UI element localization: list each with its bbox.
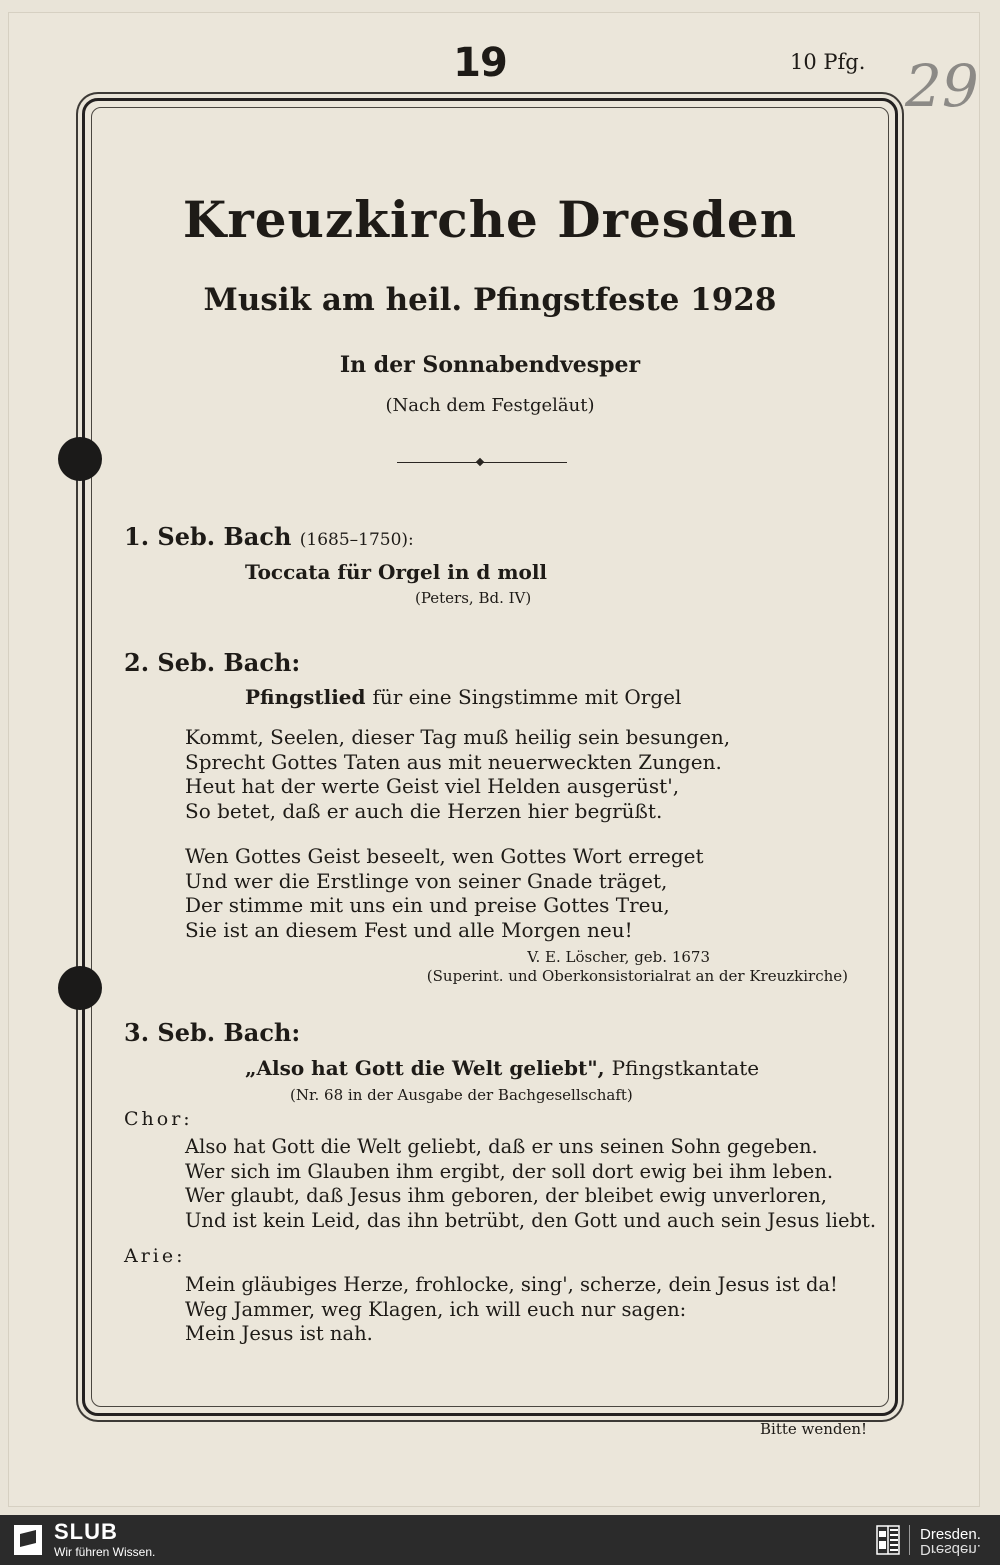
item-1-heading [124, 522, 414, 551]
item-2-work [245, 685, 681, 709]
verse-line: Und ist kein Leid, das ihn betrübt, den Gott und auch sein Jesus liebt. [185, 1208, 877, 1232]
verse-line: Sie ist an diesem Fest und alle Morgen neu! [185, 917, 633, 942]
verse-line: So betet, daß er auch die Herzen hier begrüßt. [185, 798, 663, 823]
ornament-divider [397, 462, 567, 466]
item-2-work-title: Pfingstlied [245, 685, 366, 709]
item-3-heading: 3. Seb. Bach: [124, 1018, 301, 1047]
verse-line: Also hat Gott die Welt geliebt, daß er uns seinen Sohn gegeben. [185, 1135, 818, 1158]
punch-hole-upper [58, 437, 102, 481]
turn-page-note: Bitte wenden! [760, 1420, 868, 1438]
city-name: Dresden. [920, 1526, 981, 1543]
verse-line: Der stimme mit uns ein und preise Gottes Treu, [185, 893, 670, 917]
page-number: 19 [453, 40, 507, 86]
item-1-dates: (1685–1750): [299, 530, 414, 550]
aria-text [185, 1273, 838, 1347]
item-3-source: (Nr. 68 in der Ausgabe der Bachgesellschaft) [290, 1086, 633, 1104]
city-logo-text[interactable] [920, 1527, 981, 1557]
item-2-stanza-2 [185, 844, 704, 942]
item-3-work-title: „Also hat Gott die Welt geliebt", [245, 1056, 605, 1080]
item-3-work [245, 1056, 759, 1080]
verse-line: Wer sich im Glauben ihm ergibt, der soll dort ewig bei ihm leben. [185, 1159, 834, 1183]
verse-line: Heut hat der werte Geist viel Helden ausgerüst', [185, 774, 680, 798]
city-coat-of-arms-icon [876, 1525, 900, 1555]
program-title: Kreuzkirche Dresden [182, 190, 798, 249]
item-1-composer: 1. Seb. Bach [124, 522, 292, 551]
aria-label: Arie: [124, 1245, 186, 1267]
library-name[interactable]: SLUB [54, 1519, 118, 1544]
item-2-heading: 2. Seb. Bach: [124, 648, 301, 677]
footer-divider [909, 1525, 910, 1555]
item-2-stanza-1 [185, 725, 730, 823]
item-1-source: (Peters, Bd. IV) [415, 589, 532, 607]
punch-hole-lower [58, 966, 102, 1010]
verse-line: Wer glaubt, daß Jesus ihm geboren, der bleibet ewig unverloren, [185, 1184, 827, 1207]
item-2-work-rest: für eine Singstimme mit Orgel [372, 685, 682, 709]
item-2-author-note: (Superint. und Oberkonsistorialrat an der Kreuzkirche) [426, 967, 848, 985]
verse-line: Sprecht Gottes Taten aus mit neuerweckten Zungen. [185, 749, 722, 774]
handwritten-archive-number: 29 [905, 52, 979, 120]
verse-line: Mein gläubiges Herze, frohlocke, sing', scherze, dein Jesus ist da! [185, 1273, 838, 1296]
verse-line: Wen Gottes Geist beseelt, wen Gottes Wort erreget [185, 844, 704, 868]
choir-text [185, 1135, 876, 1233]
price: 10 Pfg. [790, 50, 866, 74]
city-name-mirror: Dresden. [920, 1541, 981, 1558]
verse-line: Mein Jesus ist nah. [185, 1322, 373, 1345]
item-3-work-rest: Pfingstkantate [611, 1056, 760, 1080]
service-name: In der Sonnabendvesper [339, 352, 641, 378]
choir-label: Chor: [124, 1108, 193, 1130]
item-2-author: V. E. Löscher, geb. 1673 [527, 948, 710, 966]
verse-line: Kommt, Seelen, dieser Tag muß heilig sein besungen, [185, 725, 731, 749]
viewer-footer [0, 1515, 1000, 1565]
verse-line: Weg Jammer, weg Klagen, ich will euch nur sagen: [185, 1297, 687, 1321]
slub-logo-icon [14, 1525, 42, 1555]
item-1-work: Toccata für Orgel in d moll [245, 560, 548, 584]
library-tagline: Wir führen Wissen. [54, 1545, 156, 1559]
verse-line: Und wer die Erstlinge von seiner Gnade träget, [185, 868, 668, 893]
service-note: (Nach dem Festgeläut) [385, 395, 595, 416]
program-subtitle: Musik am heil. Pfingstfeste 1928 [203, 282, 777, 318]
